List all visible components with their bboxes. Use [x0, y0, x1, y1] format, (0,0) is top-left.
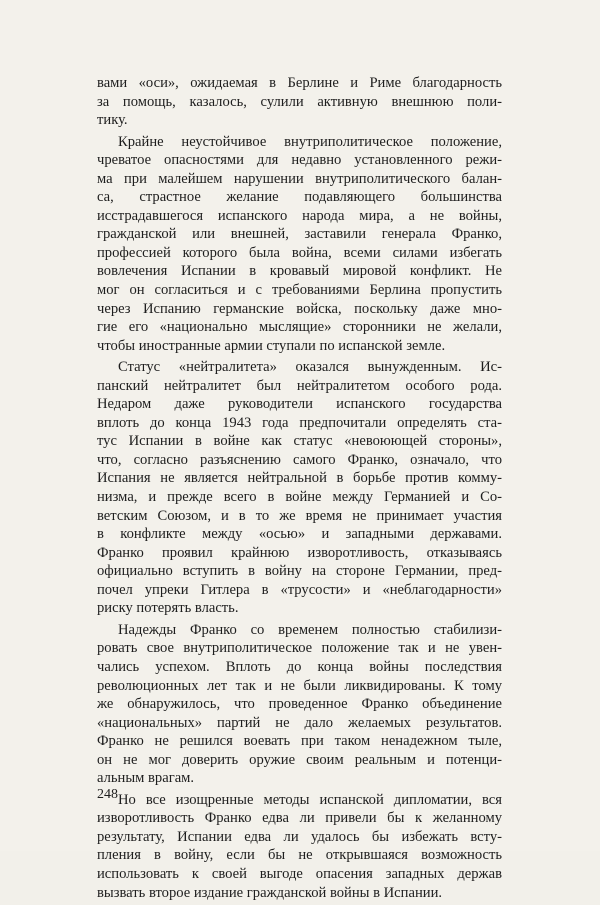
text-line: официально вступить в войну на стороне Германии, пред- [97, 563, 502, 580]
text-line: изворотливость Франко едва ли привели бы к желанному [97, 810, 502, 827]
text-line: результату, Испании едва ли удалось бы избежать всту- [97, 828, 502, 845]
text-line: ровать свое внутриполитическое положение так и не увен- [97, 640, 502, 657]
text-line: Надежды Франко со временем полностью стабилизи- [118, 621, 502, 638]
text-line: Но все изощренные методы испанской дипломатии, вся [118, 791, 502, 808]
text-line: ветским Союзом, и в то же время не принимает участия [97, 507, 502, 524]
paragraph [97, 358, 502, 618]
text-line: тус Испании в войне как статус «невоюющей стороны», [97, 433, 502, 450]
text-line: панский нейтралитет был нейтралитетом особого рода. [97, 377, 502, 394]
text-line: почел упреки Гитлера в «трусости» и «неблагодарности» [97, 581, 502, 598]
text-line: за помощь, казалось, сулили активную внешнюю поли- [97, 93, 502, 110]
text-line: он не мог доверить оружие своим реальным и потенци- [97, 751, 502, 768]
text-line: вовлечения Испании в кровавый мировой конфликт. Не [97, 263, 502, 280]
text-line: Франко не решился воевать при таком ненадежном тыле, [97, 733, 502, 750]
paragraph [97, 621, 502, 788]
text-line: в конфликте между «осью» и западными державами. [97, 526, 502, 543]
paragraph [97, 791, 502, 902]
text-line: Крайне неустойчивое внутриполитическое положение, [118, 133, 502, 150]
text-line: вызвать второе издание гражданской войны в Испании. [97, 884, 443, 901]
text-line: через Испанию германские войска, поскольку даже мно- [97, 300, 502, 317]
text-line: профессией которого была война, всеми силами избегать [97, 244, 502, 261]
text-line: чтобы иностранные армии ступали по испанской земле. [97, 337, 446, 354]
text-line: Франко проявил крайнюю изворотливость, отказываясь [97, 544, 502, 561]
paragraph [97, 133, 502, 356]
text-line: использовать к своей выгоде опасения западных держав [97, 865, 502, 882]
text-line: революционных лет так и не были ликвидированы. К тому [97, 677, 502, 694]
text-line: вплоть до конца 1943 года предпочитали определять ста- [97, 414, 502, 431]
text-line: «национальных» партий не дало желаемых результатов. [97, 714, 502, 731]
paragraph [97, 74, 502, 130]
text-line: Испания не является нейтральной в борьбе против комму- [97, 470, 502, 487]
body-text [97, 74, 502, 905]
text-line: исстрадавшегося испанского народа мира, а не войны, [97, 207, 502, 224]
text-line: Недаром даже руководители испанского государства [97, 396, 502, 413]
text-line: риску потерять власть. [97, 600, 239, 617]
text-line: пления в войну, если бы не открывшаяся возможность [97, 847, 502, 864]
text-line: ма при малейшем нарушении внутриполитического балан- [97, 170, 502, 187]
text-line: гие его «национально мыслящие» сторонники не желали, [97, 319, 502, 336]
text-line: альным врагам. [97, 770, 195, 787]
text-line: чреватое опасностями для недавно установленного режи- [97, 152, 502, 169]
text-line: тику. [97, 112, 128, 129]
text-line: же обнаружилось, что проведенное Франко объединение [97, 696, 502, 713]
text-line: Статус «нейтралитета» оказался вынужденным. Ис- [118, 359, 502, 376]
text-line: вами «оси», ожидаемая в Берлине и Риме благодарность [97, 75, 502, 91]
text-line: чались успехом. Вплоть до конца войны последствия [97, 658, 502, 675]
text-line: что, согласно разъяснению самого Франко, означало, что [97, 451, 502, 468]
text-line: низма, и прежде всего в войне между Германией и Со- [97, 489, 502, 506]
text-line: гражданской или внешней, заставили генерала Франко, [97, 226, 502, 243]
text-line: са, страстное желание подавляющего большинства [97, 189, 502, 206]
page-number: 248 [97, 787, 118, 802]
text-line: мог он согласиться и с требованиями Берлина пропустить [97, 282, 502, 299]
